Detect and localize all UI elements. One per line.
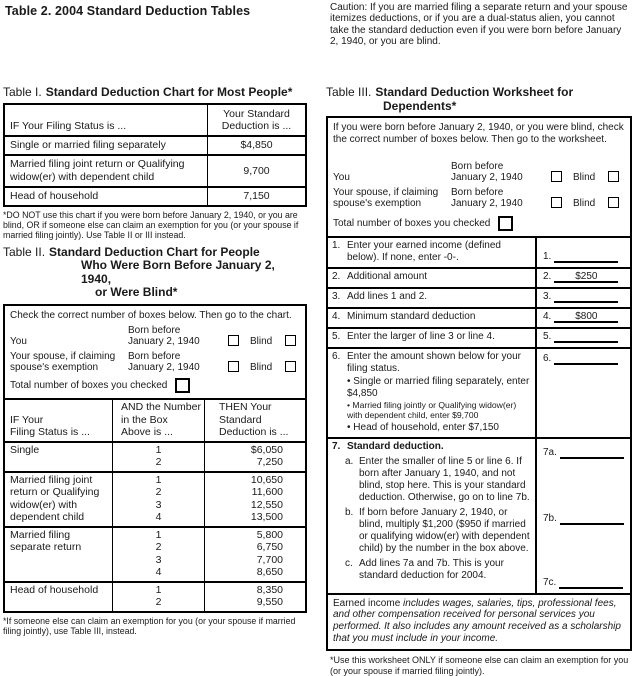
table3-worksheet-box — [326, 116, 632, 651]
worksheet-line-1 — [328, 236, 630, 267]
table1-title: Standard Deduction Chart for Most People* — [45, 85, 293, 99]
deduction-amount: 5,800 — [256, 528, 283, 541]
filing-status-bullet: • Single or married filing separately, enter $4,850 — [347, 376, 531, 400]
chart-group-married-separate — [5, 526, 305, 581]
chart-col3-header-line3: Deduction is ... — [219, 426, 289, 438]
line-ref: 3. — [543, 291, 552, 303]
deduction-amount: 9,550 — [256, 596, 283, 608]
born-before-label — [451, 161, 543, 183]
worksheet-line-5 — [328, 327, 630, 347]
born-before-line1: Born before — [128, 351, 181, 362]
born-before-line1: Born before — [451, 187, 504, 199]
born-before-line1: Born before — [451, 161, 504, 173]
line-ref: 5. — [543, 331, 552, 343]
box-number: 1 — [155, 583, 162, 596]
table3-checkbox-section — [328, 147, 630, 236]
born-before-label — [451, 187, 543, 209]
box-number: 2 — [155, 486, 162, 498]
earned-income-rest: includes wages, salaries, tips, professional fees, and other compensation received for personal services you performed. It also includes any amount received as a scholarship that you must include in your income. — [333, 597, 621, 644]
group-numbers — [113, 528, 205, 581]
line-text: Additional amount — [347, 271, 428, 283]
table3-intro: If you were born before January 2, 1940, or you were blind, check the correct number of boxes below. Then go to the worksheet. — [333, 122, 624, 145]
spouse-label: Your spouse, if claiming spouse's exemption — [333, 187, 439, 210]
fill-line-3 — [554, 291, 618, 303]
box-number: 2 — [155, 541, 162, 553]
table2-label: Table II. — [3, 244, 46, 259]
worksheet-line-7 — [328, 437, 630, 593]
total-boxes-label: Total number of boxes you checked — [10, 380, 168, 391]
line-text: Add lines 1 and 2. — [347, 291, 428, 303]
deduction-amount: 13,500 — [250, 511, 283, 523]
table3-spouse-row — [333, 187, 625, 209]
chart-col2-header-line1: AND the Number — [121, 401, 201, 413]
chart-col2-header-line2: in the Box — [121, 413, 168, 426]
sub-text: Enter the smaller of line 5 or line 6. If born after January 1, 1940, and not blind, stop here. This is your standard deduction. Otherwise, go on to line 7b. — [359, 455, 530, 503]
blind-label: Blind — [250, 336, 273, 347]
line-7b — [345, 507, 533, 555]
blind-label: Blind — [573, 198, 596, 210]
line-ref-7c: 7c. — [543, 576, 557, 588]
line-ref-7b: 7b. — [543, 512, 557, 524]
box-number: 2 — [155, 596, 162, 608]
you-label: You — [333, 172, 350, 184]
table1-footnote: *DO NOT use this chart if you were born before January 2, 1940, or you are blind, OR if someone else can claim an exemption for you (or your spouse if married filing jointly). Use Table II or III instead. — [3, 209, 299, 240]
blind-label: Blind — [250, 362, 273, 373]
filing-status-cell: Head of household — [5, 188, 208, 205]
sub-letter: b. — [345, 506, 354, 518]
table1-row — [5, 154, 305, 186]
deduction-amount: 6,750 — [256, 541, 283, 553]
table2-footnote: *If someone else can claim an exemption for you (or your spouse if married filing jointly), use Table III, instead. — [3, 615, 296, 636]
born-before-label — [128, 351, 220, 373]
table2-you-row — [10, 325, 300, 347]
box-number: 4 — [155, 511, 162, 523]
deduction-amount: 7,700 — [256, 553, 283, 566]
group-amounts — [205, 583, 305, 611]
earned-income-lead: Earned income — [333, 597, 401, 609]
table3-label: Table III. — [326, 85, 372, 99]
line-7a — [345, 456, 533, 504]
fill-line-1 — [554, 251, 618, 263]
filing-status-cell: Married filing joint return or Qualifying widow(er) with dependent child — [5, 156, 208, 186]
sub-letter: c. — [345, 557, 353, 569]
fill-line-7c — [559, 577, 623, 589]
table1-row — [5, 186, 305, 205]
table1-chart — [3, 103, 307, 207]
box-number: 3 — [155, 553, 162, 566]
born-before-line2: January 2, 1940 — [451, 172, 523, 184]
table3-total-row — [333, 216, 625, 231]
table1-col1-header: IF Your Filing Status is ... — [5, 105, 208, 135]
checkbox-you-born — [551, 171, 562, 182]
left-column — [3, 86, 307, 636]
spouse-label: Your spouse, if claiming spouse's exemption — [10, 351, 116, 373]
table2-heading — [3, 246, 307, 300]
box-number: 2 — [155, 456, 162, 468]
sub-letter: a. — [345, 455, 354, 467]
fill-line-2 — [554, 271, 618, 283]
line-text: Enter the larger of line 3 or line 4. — [347, 331, 495, 343]
table3-title-line2: Dependents* — [383, 98, 457, 113]
deduction-amount: 7,250 — [256, 456, 283, 468]
born-before-line2: January 2, 1940 — [128, 362, 200, 373]
table3-heading — [326, 86, 632, 113]
chart-col2-header — [113, 400, 205, 441]
filing-status-bullet: • Married filing jointly or Qualifying widow(er) with dependent child, enter $9,700 — [347, 401, 531, 421]
earned-income-note — [328, 593, 630, 649]
checkbox-you-blind — [285, 335, 296, 346]
line-number: 7. — [332, 440, 341, 452]
born-before-line2: January 2, 1940 — [128, 336, 200, 347]
table2-total-row — [10, 378, 300, 393]
chart-col1-header — [5, 400, 113, 441]
total-boxes-checkbox — [175, 378, 190, 393]
group-status: Married filing separate return — [5, 528, 113, 581]
line-ref: 4. — [543, 311, 552, 323]
chart-group-married-joint — [5, 471, 305, 526]
line-text: Enter the amount shown below for your filing status. — [347, 351, 521, 375]
box-number: 3 — [155, 498, 162, 511]
fill-line-6 — [554, 353, 618, 365]
worksheet-line-4 — [328, 307, 630, 327]
group-amounts — [205, 473, 305, 526]
table1-col2-header: Your Standard Deduction is ... — [221, 107, 292, 132]
table2-checkbox-intro: Check the correct number of boxes below. Then go to the chart. — [10, 309, 292, 321]
sub-text: If born before January 2, 1940, or blind, multiply $1,200 ($950 if married or qualifying widow(er) with dependent child) by the number in the box above. — [359, 506, 530, 554]
line-number: 6. — [332, 351, 341, 363]
deduction-amount: 8,650 — [256, 566, 283, 578]
group-amounts — [205, 443, 305, 471]
born-before-line2: January 2, 1940 — [451, 198, 523, 210]
checkbox-you-born — [228, 335, 239, 346]
sub-text: Add lines 7a and 7b. This is your standard deduction for 2004. — [359, 557, 504, 581]
group-status: Single — [5, 443, 113, 471]
chart-group-single — [5, 441, 305, 471]
table2-title-line1: Standard Deduction Chart for People — [49, 244, 260, 259]
group-numbers — [113, 583, 205, 611]
line-number: 3. — [332, 291, 341, 303]
line-7c — [345, 558, 533, 582]
table2-chart-box — [3, 304, 307, 613]
line-number: 5. — [332, 331, 341, 343]
deduction-amount-cell: 9,700 — [243, 164, 270, 177]
line-ref: 1. — [543, 251, 552, 263]
chart-col2-header-line3: Above is ... — [121, 426, 173, 438]
table3-title-line1: Standard Deduction Worksheet for — [375, 85, 574, 99]
line-value: $250 — [575, 271, 598, 283]
table3-footnote: *Use this worksheet ONLY if someone else can claim an exemption for you (or your spouse if married filing jointly). — [330, 655, 629, 676]
box-number: 1 — [155, 473, 162, 486]
box-number: 1 — [155, 528, 162, 541]
line-value: $800 — [575, 311, 598, 323]
table1-row — [5, 135, 305, 154]
box-number: 4 — [155, 566, 162, 578]
table1-label: Table I. — [3, 85, 42, 99]
table2-title-line2: Who Were Born Before January 2, 1940, — [81, 258, 275, 286]
line-title: Standard deduction. — [347, 440, 444, 452]
line-number: 2. — [332, 271, 341, 283]
line-text: Minimum standard deduction — [347, 311, 476, 323]
line-number: 1. — [332, 240, 341, 252]
group-numbers — [113, 473, 205, 526]
worksheet-line-6 — [328, 347, 630, 437]
table2-title-line3: or Were Blind* — [95, 285, 178, 299]
right-column — [326, 86, 632, 676]
total-boxes-label: Total number of boxes you checked — [333, 218, 491, 230]
page-title: Table 2. 2004 Standard Deduction Tables — [5, 4, 251, 18]
worksheet-line-3 — [328, 287, 630, 307]
deduction-amount-cell: $4,850 — [240, 139, 273, 151]
box-number: 1 — [155, 443, 162, 456]
table1-header-row — [5, 105, 305, 135]
chart-group-head-of-household — [5, 581, 305, 611]
chart-col3-header — [205, 400, 305, 441]
filing-status-bullet: • Head of household, enter $7,150 — [347, 422, 531, 434]
worksheet-line-2 — [328, 267, 630, 287]
fill-line-7b — [560, 513, 624, 525]
deduction-amount: $6,050 — [250, 443, 283, 456]
table3-you-row — [333, 161, 625, 183]
table2-spouse-row — [10, 351, 300, 373]
table2-chart-header — [5, 400, 305, 441]
filing-status-cell: Single or married filing separately — [5, 137, 208, 154]
checkbox-spouse-blind — [608, 197, 619, 208]
table1-heading — [3, 86, 307, 100]
chart-col3-header-line2: Standard — [219, 413, 262, 426]
fill-line-7a — [560, 447, 624, 459]
fill-line-4 — [554, 311, 618, 323]
line-ref: 2. — [543, 271, 552, 283]
chart-col3-header-line1: THEN Your — [219, 401, 272, 413]
born-before-label — [128, 325, 220, 347]
deduction-amount: 11,600 — [251, 486, 283, 498]
checkbox-spouse-born — [551, 197, 562, 208]
deduction-amount: 12,550 — [250, 498, 283, 511]
table2-chart — [5, 398, 305, 611]
table2-checkbox-section — [5, 306, 305, 399]
deduction-amount: 8,350 — [256, 583, 283, 596]
deduction-amount-cell: 7,150 — [243, 190, 270, 202]
group-amounts — [205, 528, 305, 581]
group-status: Head of household — [5, 583, 113, 611]
checkbox-you-blind — [608, 171, 619, 182]
group-numbers — [113, 443, 205, 471]
caution-note: Caution: If you are married filing a separate return and your spouse itemizes deductions, or if you are a dual-status alien, you cannot take the standard deduction even if you were born before January 2, 1940, or you are blind. — [330, 2, 628, 48]
deduction-amount: 10,650 — [250, 473, 283, 486]
chart-col1-header-line2: Filing Status is ... — [10, 426, 90, 438]
line-ref: 6. — [543, 353, 552, 365]
checkbox-spouse-born — [228, 361, 239, 372]
total-boxes-checkbox — [498, 216, 513, 231]
born-before-line1: Born before — [128, 325, 181, 336]
group-status: Married filing joint return or Qualifying widow(er) with dependent child — [5, 473, 113, 526]
blind-label: Blind — [573, 172, 596, 184]
line-ref-7a: 7a. — [543, 446, 557, 458]
chart-col1-header-line1: IF Your — [10, 413, 44, 426]
fill-line-5 — [554, 331, 618, 343]
line-text: Enter your earned income (defined below). If none, enter -0-. — [347, 240, 501, 264]
checkbox-spouse-blind — [285, 361, 296, 372]
you-label: You — [10, 336, 27, 347]
line-number: 4. — [332, 311, 341, 323]
